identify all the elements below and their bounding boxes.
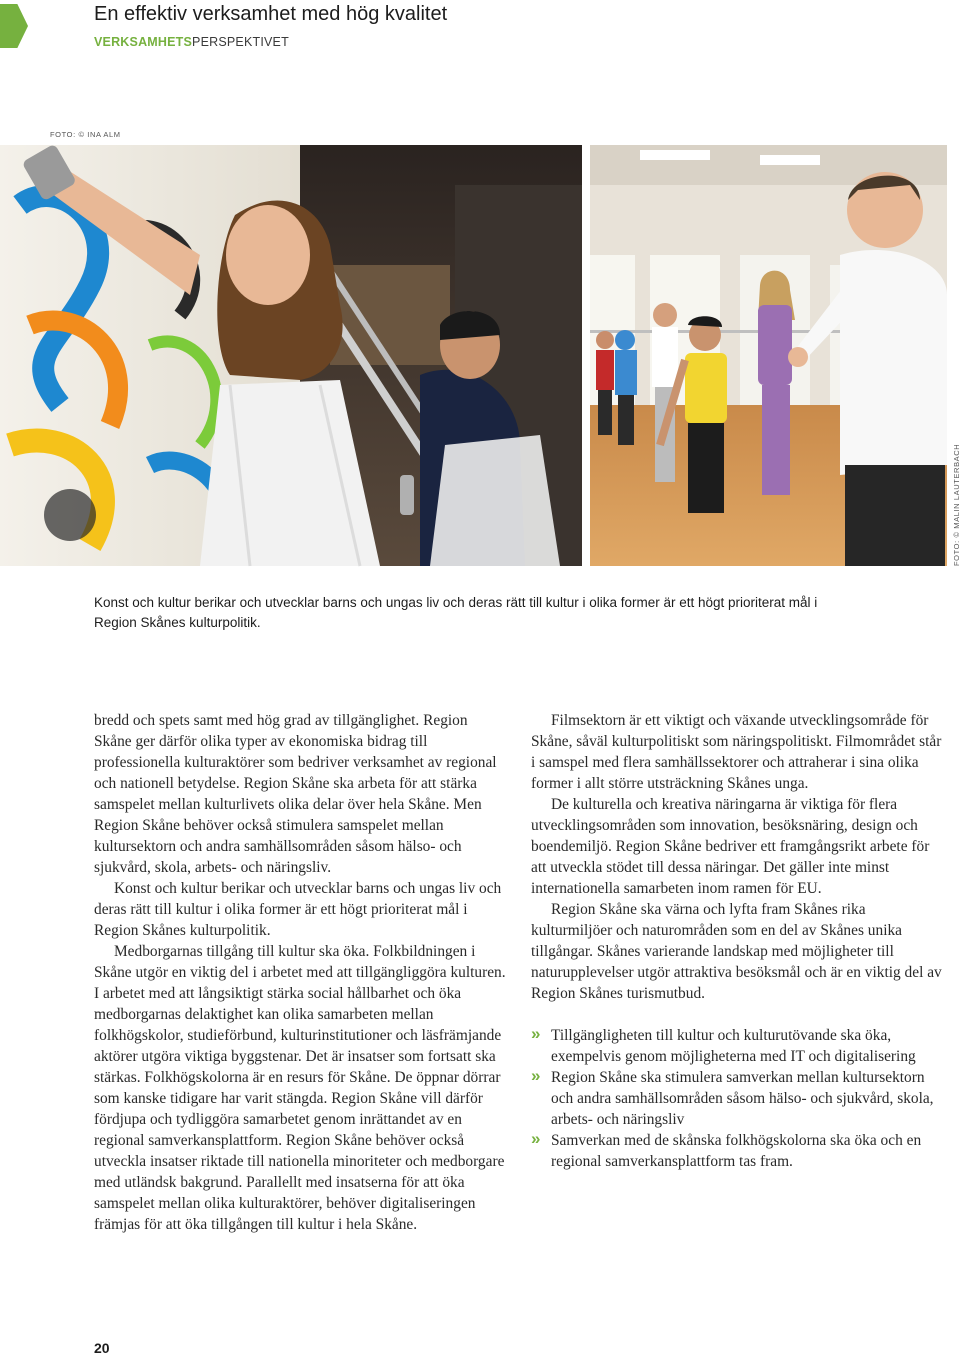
left-paragraph-3: Medborgarnas tillgång till kultur ska öka. Folkbildningen i Skåne utgör en viktig del i arbetet med att tillgängliggöra kulturen. I arbetet med att långsiktigt stärka social hållbarhet och öka medborgarnas delaktighet kan olika samarbeten mellan folkhögskolor, studieförbund, kulturinstitutioner och läsfrämjande aktörer utgöra viktiga byggstenar. Det är insatser som fortsatt ska stärkas. Folkhögskolorna är en resurs för Skåne. De öppnar dörrar som kanske tidigare har varit stängda. Region Skåne vill därför fördjupa och tydliggöra samarbetet genom inrättandet av en regional samverkansplattform. Region Skåne behöver också utveckla insatser riktade till nationella minoriteter och medborgare med utländsk bakgrund. Parallellt med insatserna för att öka samspelet mellan olika kulturaktörer, behöver digitaliseringen främjas för att öka tillgången till kultur i hela Skåne.	[94, 943, 506, 1233]
bullet-chevron-icon: »	[531, 1066, 541, 1085]
list-item	[531, 1130, 947, 1172]
bullet-text: Region Skåne ska stimulera samverkan mellan kultursektorn och andra samhällsområden såsom hälso- och sjukvård, skola, arbets- och näringsliv	[551, 1069, 934, 1128]
bullet-chevron-icon: »	[531, 1024, 541, 1043]
photo-credit-left: FOTO: © INA ALM	[50, 130, 121, 139]
right-paragraph-1: Filmsektorn är ett viktigt och växande utvecklingsområde för Skåne, såväl kulturpolitiskt som näringspolitiskt. Filmområdet står i samspel med flera samhällssektorer och attraherar i sina olika former i allt större utsträckning Skånes unga.	[531, 712, 942, 792]
page-number: 20	[94, 1340, 110, 1356]
section-tab-marker	[0, 4, 28, 48]
page-title: En effektiv verksamhet med hög kvalitet	[94, 3, 448, 25]
bullet-chevron-icon: »	[531, 1129, 541, 1148]
body-column-left	[94, 710, 508, 1235]
photo-credit-right: FOTO: © MALIN LAUTERBACH	[952, 443, 961, 566]
left-paragraph-2: Konst och kultur berikar och utvecklar barns och ungas liv och deras rätt till kultur i olika former är ett högt prioriterat mål i Region Skånes kulturpolitik.	[94, 880, 502, 939]
photo-caption: Konst och kultur berikar och utvecklar barns och ungas liv och deras rätt till kultur i olika former är ett högt prioriterat mål i Region Skånes kulturpolitik.	[94, 595, 818, 630]
list-item	[531, 1067, 947, 1130]
bullet-text: Tillgängligheten till kultur och kulturutövande ska öka, exempelvis genom möjligheterna med IT och digitalisering	[551, 1027, 916, 1065]
photo-graffiti-kids	[0, 145, 582, 566]
section-subtitle-accent: VERKSAMHETS	[94, 35, 193, 49]
left-paragraph-1: bredd och spets samt med hög grad av tillgänglighet. Region Skåne ger därför olika typer av ekonomiska bidrag till professionella kulturaktörer som bedriver verksamhet av regional och nationell betydelse. Region Skåne ska arbeta för att stärka samspelet mellan kulturlivets olika delar över hela Skåne. Men Region Skåne behöver också stimulera samspelet mellan kultursektorn och andra samhällsområden såsom hälso- och sjukvård, skola, arbets- och näringsliv.	[94, 712, 497, 876]
goal-bullet-list	[531, 1025, 947, 1172]
body-column-right	[531, 710, 947, 1172]
list-item	[531, 1025, 947, 1067]
photo-dance-class	[590, 145, 947, 566]
section-subtitle	[94, 35, 289, 49]
right-paragraph-3: Region Skåne ska värna och lyfta fram Skånes rika kulturmiljöer och naturområden som en del av Skånes unika tillgångar. Skånes varierande landskap med möjligheter till naturupplevelser utgör attraktiva besöksmål och är en viktig del av Region Skånes turismutbud.	[531, 901, 942, 1002]
bullet-text: Samverkan med de skånska folkhögskolorna ska öka och en regional samverkansplattform tas fram.	[551, 1132, 922, 1170]
section-subtitle-rest: PERSPEKTIVET	[192, 35, 289, 49]
right-paragraph-2: De kulturella och kreativa näringarna är viktiga för flera utvecklingsområden som innovation, besöksnäring, design och boendemiljö. Region Skåne bedriver ett framgångsrikt arbete för att utveckla stödet till dessa näringar. Det gäller inte minst internationella samarbeten inom ramen för EU.	[531, 796, 930, 897]
